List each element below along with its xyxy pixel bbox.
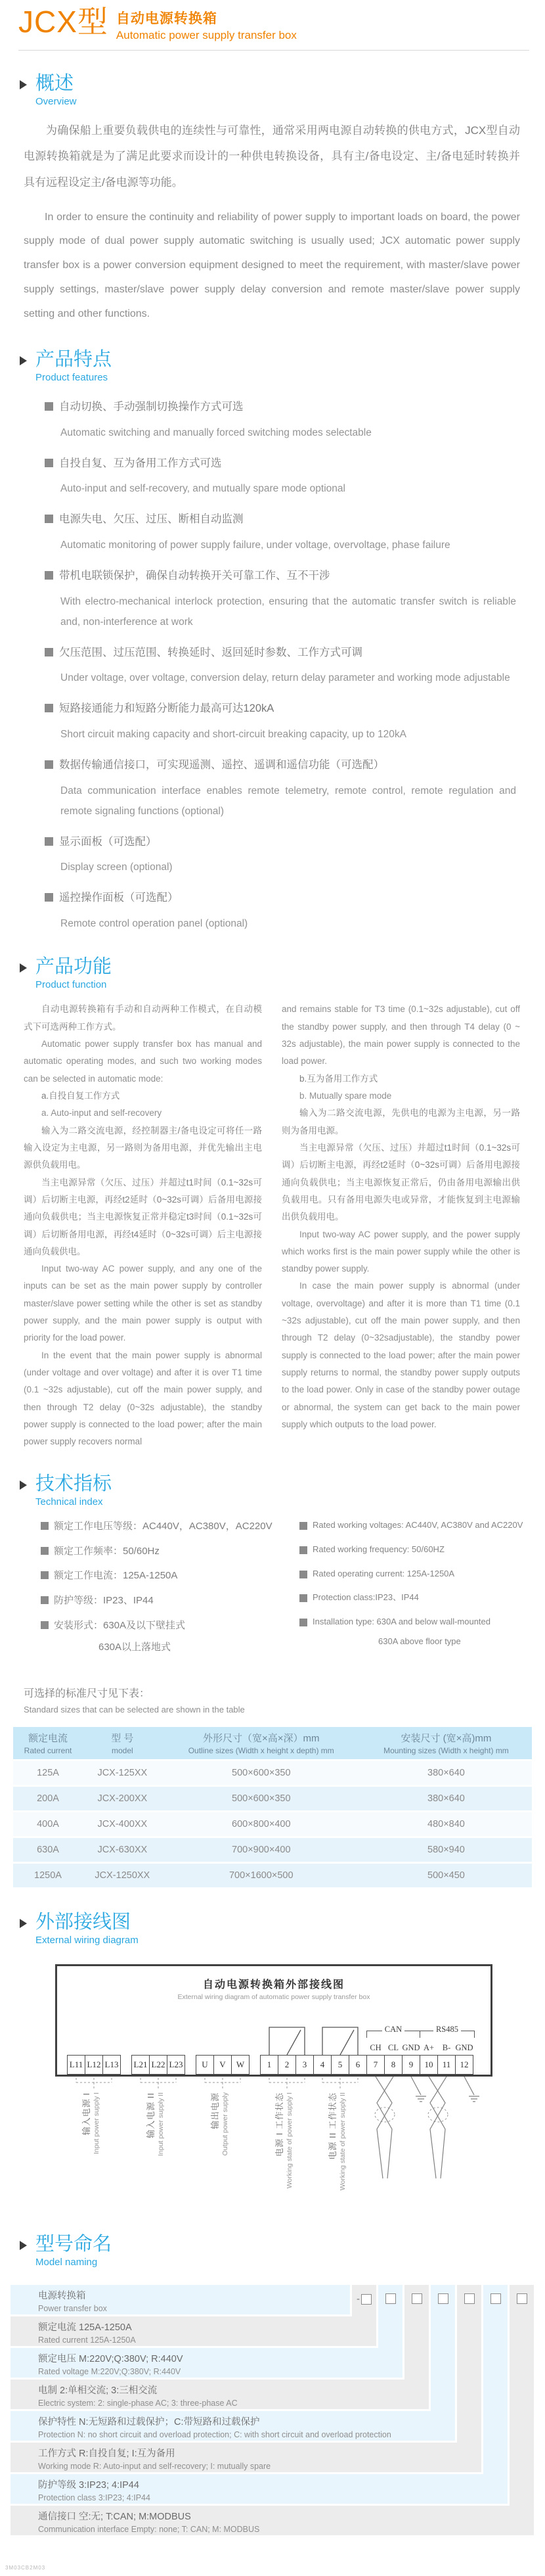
section-title-en: Product function: [35, 979, 107, 991]
square-bullet-icon: [299, 1546, 307, 1554]
wire-label: [145, 2092, 171, 2208]
tech-index-item: [41, 1569, 294, 1583]
sizes-intro-cn: 可选择的标准尺寸见下表：: [24, 1688, 150, 1699]
naming-row: [11, 2474, 508, 2504]
table-cell: 600×800×400: [162, 1812, 360, 1836]
pin-label: A+: [423, 2043, 435, 2053]
wiring-title-cn: 自动电源转换箱外部接线图: [202, 1979, 345, 1991]
terminal-cell: 10: [420, 2055, 438, 2075]
table-cell: 630A: [13, 1838, 83, 1862]
section-heading: [0, 1912, 545, 1946]
table-row: [13, 1864, 532, 1887]
naming-code-column: [431, 2285, 455, 2441]
wire-label-cn: 输出电源: [210, 2092, 220, 2130]
tech-index-item: [299, 1592, 528, 1604]
triangle-bullet-icon: [20, 963, 27, 973]
wire-label-rotated: [145, 2092, 165, 2205]
function-paragraph: 自动电源转换箱有手动和自动两种工作模式，在自动模式下可选两种工作方式。: [24, 1004, 262, 1032]
wire-label-rotated: [327, 2092, 347, 2205]
header-cn: 安装尺寸 (宽×高)mm: [401, 1732, 492, 1744]
wire-label-en: Working state of power supply II: [339, 2092, 347, 2191]
feature-text-en: Display screen (optional): [60, 862, 173, 873]
naming-label-en: Protection class 3:IP23; 4:IP44: [38, 2493, 150, 2503]
feature-text-en: Data communication interface enables remote telemetry, remote control, remote regulation and remote signaling functions (optional): [60, 785, 516, 817]
triangle-bullet-icon: [20, 356, 27, 365]
naming-code-column: [457, 2285, 481, 2472]
naming-code-boxwrap: [378, 2293, 403, 2304]
naming-row: [11, 2411, 455, 2441]
terminal-cell: W: [231, 2055, 250, 2075]
table-cell: JCX-200XX: [83, 1787, 162, 1810]
sizes-table-head: [13, 1727, 532, 1759]
section-title-cn: 技术指标: [35, 1473, 112, 1494]
terminal-cell: L11: [67, 2055, 85, 2075]
model-naming-diagram: [11, 2285, 536, 2541]
naming-code-boxwrap: [483, 2293, 508, 2304]
terminal-cell: 8: [384, 2055, 403, 2075]
wire-label: [81, 2092, 107, 2208]
header-cn: 外形尺寸（宽×高×深）mm: [203, 1732, 320, 1744]
naming-label-en: Working mode R: Auto-input and self-recovery; I: mutually spare: [38, 2462, 271, 2472]
brand-block: [18, 7, 529, 42]
table-cell: JCX-1250XX: [83, 1864, 162, 1887]
triangle-bullet-icon: [20, 1919, 27, 1928]
section-title-en: Product features: [35, 371, 108, 383]
feature-text-cn: [59, 398, 516, 417]
code-box-icon: [517, 2293, 527, 2304]
rs485-bus-bracket: [420, 2025, 475, 2038]
header-en: Rated current: [24, 1745, 72, 1755]
header-en: Mounting sizes (Width x height) mm: [383, 1745, 509, 1755]
terminal-cell: U: [196, 2055, 214, 2075]
terminal-cell: V: [213, 2055, 232, 2075]
wire-label: [209, 2092, 236, 2208]
wire-label-en: Working state of power supply I: [286, 2092, 294, 2189]
section-heading: [0, 956, 545, 990]
wire-label: [327, 2092, 353, 2208]
header-cn: 型 号: [111, 1732, 134, 1744]
table-cell: 480×840: [360, 1812, 532, 1836]
square-bullet-icon: [299, 1594, 307, 1602]
section-title-cn: 概述: [35, 73, 74, 94]
table-cell: 500×600×350: [162, 1761, 360, 1785]
table-row: [13, 1787, 532, 1810]
function-section: [0, 956, 545, 1450]
naming-code-boxwrap: [404, 2293, 429, 2304]
feature-text-en: Automatic switching and manually forced switching modes selectable: [60, 426, 372, 438]
table-cell: 380×640: [360, 1761, 532, 1785]
sizes-header-cell: [162, 1727, 360, 1759]
header-cn: 额定电流: [28, 1732, 68, 1744]
triangle-bullet-icon: [20, 1481, 27, 1490]
model-naming-section: [0, 2234, 545, 2541]
square-bullet-icon: [299, 1619, 307, 1626]
tech-index-text: 额定工作电压等级：AC440V，AC380V，AC220V: [54, 1520, 272, 1532]
table-row: [13, 1838, 532, 1862]
feature-text-cn: [59, 510, 516, 530]
table-cell: 700×900×400: [162, 1838, 360, 1862]
sizes-header-cell: [83, 1727, 162, 1759]
section-heading: [0, 349, 545, 383]
feature-item: [59, 510, 516, 555]
naming-label-en: Communication interface Empty: none; T: CAN; M: MODBUS: [38, 2525, 260, 2535]
section-heading: [0, 2234, 545, 2268]
technical-index-cn: [41, 1519, 294, 1664]
feature-text-en: Under voltage, over voltage, conversion delay, return delay parameter and working mode adjustable: [60, 672, 510, 684]
naming-label-cn: 保护特性 N:无短路和过载保护；C:带短路和过载保护: [38, 2417, 260, 2428]
sizes-block: [0, 1685, 545, 1889]
terminal-cell: L21: [131, 2055, 150, 2075]
wire-label-en: Input power supply II: [157, 2092, 165, 2156]
wire-label-rotated: [209, 2092, 230, 2205]
naming-label-en: Rated voltage M:220V;Q:380V; R:440V: [38, 2367, 181, 2377]
table-cell: 580×940: [360, 1838, 532, 1862]
tech-index-text: 额定工作电流：125A-1250A: [54, 1570, 178, 1582]
section-title-cn: 产品功能: [35, 956, 112, 978]
terminal-cell: 5: [331, 2055, 349, 2075]
terminal-cell: L23: [167, 2055, 185, 2075]
feature-text-en: Remote control operation panel (optional): [60, 918, 248, 930]
wire-label: [274, 2092, 300, 2208]
naming-label-cn: 通信接口 空:无; T:CAN; M:MODBUS: [38, 2512, 191, 2523]
tech-index-text-line2: 630A above floor type: [378, 1636, 461, 1647]
terminal-cell: 1: [260, 2055, 278, 2075]
wire-label-cn: 电源 I 工作状态: [274, 2092, 284, 2157]
function-paragraph: In the event that the main power supply is abnormal (under voltage and over voltage) and after it is over T1 time (0.1 ~32s adjustable), cut off the main power supply, and then through T2 delay (0~32s adjustable), the standby power supply is connected to the load power; after the main power supply recovers normal: [24, 1350, 262, 1447]
naming-label-cn: 电源转换箱: [38, 2291, 86, 2302]
section-title-en: External wiring diagram: [35, 1935, 139, 1946]
feature-text-cn: [59, 643, 516, 663]
header-en: model: [111, 1745, 133, 1755]
feature-item: [59, 756, 516, 821]
sizes-header-cell: [13, 1727, 83, 1759]
function-paragraph: and remains stable for T3 time (0.1~32s adjustable), cut off the standby power supply, and then through T4 delay (0 ~ 32s adjustable), the main power supply is connected to the load power.: [282, 1004, 520, 1067]
terminal-cell: 2: [278, 2055, 296, 2075]
tech-index-text: Rated operating current: 125A-1250A: [313, 1568, 455, 1578]
feature-cn-label: 电源失电、欠压、过压、断相自动监测: [59, 513, 244, 526]
terminal-cell: 3: [295, 2055, 314, 2075]
square-bullet-icon: [41, 1621, 49, 1629]
square-bullet-icon: [41, 1571, 49, 1579]
feature-cn-label: 自动切换、手动强制切换操作方式可选: [59, 400, 244, 413]
feature-list: [0, 398, 545, 934]
square-bullet-icon: [45, 515, 53, 523]
wiring-diagram-box: [55, 1964, 492, 2077]
table-cell: JCX-400XX: [83, 1812, 162, 1836]
feature-cn-label: 带机电联锁保护，确保自动转换开关可靠工作、互不干涉: [59, 570, 330, 582]
pin-label: GND: [455, 2043, 473, 2053]
triangle-bullet-icon: [20, 2241, 27, 2250]
section-heading: [0, 1473, 545, 1507]
naming-row: [11, 2506, 534, 2535]
naming-label-en: Protection N: no short circuit and overload protection; C: with short circuit and overload protection: [38, 2430, 391, 2440]
square-bullet-icon: [45, 760, 53, 769]
feature-text-en: With electro-mechanical interlock protection, ensuring that the automatic transfer switch is reliable and, non-interference at work: [60, 595, 516, 628]
function-paragraph: 输入为二路交流电源，先供电的电源为主电源，另一路则为备用电源。: [282, 1108, 520, 1136]
overview-section: [0, 73, 545, 327]
square-bullet-icon: [45, 571, 53, 580]
feature-cn-label: 显示面板（可选配）: [59, 835, 157, 848]
wiring-section: [0, 1912, 545, 2211]
brand-subtitles: [116, 7, 297, 42]
terminal-cell: 4: [313, 2055, 332, 2075]
page-subtitle-en: Automatic power supply transfer box: [116, 29, 297, 41]
tech-index-text: Rated working voltages: AC440V, AC380V and AC220V: [313, 1519, 523, 1530]
technical-index-columns: [0, 1507, 545, 1664]
table-cell: 125A: [13, 1761, 83, 1785]
terminal-cell: 7: [366, 2055, 385, 2075]
wire-label-cn: 输入电源 I: [81, 2092, 91, 2136]
overview-paragraph-cn: 为确保船上重要负载供电的连续性与可靠性，通常采用两电源自动转换的供电方式，JCX型自动电源转换箱就是为了满足此要求而设计的一种供电转换设备，具有主/备电设定、主/备电延时转换并具有远程设定主/备电源等功能。: [24, 124, 520, 189]
naming-row: [11, 2380, 429, 2409]
page-subtitle-cn: 自动电源转换箱: [116, 11, 217, 26]
wire-label-en: Output power supply: [221, 2092, 229, 2156]
technical-index-section: [0, 1473, 545, 1664]
tech-index-item: [41, 1619, 294, 1633]
feature-item: [59, 643, 516, 689]
feature-text-cn: [59, 566, 516, 586]
terminal-cell: 12: [455, 2055, 473, 2075]
square-bullet-icon: [299, 1522, 307, 1530]
naming-code-column: [483, 2285, 508, 2504]
naming-code-column: [378, 2285, 403, 2378]
section-title-cn: 型号命名: [35, 2234, 112, 2255]
function-column-right: [282, 1001, 520, 1450]
naming-label-en: Rated current 125A-1250A: [38, 2335, 136, 2345]
feature-item: [59, 888, 516, 934]
tech-index-text: 防护等级：IP23、IP44: [54, 1595, 154, 1607]
square-bullet-icon: [299, 1571, 307, 1578]
function-paragraph: Automatic power supply transfer box has manual and automatic operating modes, and such two working modes can be selected in automatic mode:: [24, 1039, 262, 1084]
sizes-table-body: [13, 1761, 532, 1887]
page-title: JCX型: [18, 5, 108, 39]
can-bus-label: CAN: [382, 2025, 404, 2035]
function-paragraph: b. Mutually spare mode: [299, 1091, 392, 1101]
footer-code: 3M03CB2M03: [5, 2565, 46, 2571]
terminal-cell: 11: [437, 2055, 456, 2075]
wire-label-rotated: [274, 2092, 294, 2205]
naming-code-boxwrap: [457, 2293, 481, 2304]
feature-cn-label: 遥控操作面板（可选配）: [59, 892, 179, 904]
naming-code-column: [352, 2285, 376, 2346]
naming-row: [11, 2285, 350, 2314]
feature-item: [59, 454, 516, 499]
code-box-icon: [464, 2293, 475, 2304]
terminal-cell: 6: [349, 2055, 367, 2075]
can-bus-bracket: [366, 2025, 420, 2038]
pin-label: CH: [370, 2043, 381, 2053]
naming-code-boxwrap: [431, 2293, 455, 2304]
feature-text-cn: [59, 699, 516, 719]
tech-index-text: 额定工作频率：50/60Hz: [54, 1545, 160, 1557]
square-bullet-icon: [41, 1547, 49, 1555]
features-section: [0, 349, 545, 934]
tech-index-item: [41, 1519, 294, 1534]
table-cell: 380×640: [360, 1787, 532, 1810]
square-bullet-icon: [45, 837, 53, 846]
sizes-header-row: [13, 1727, 532, 1759]
code-box-icon: [490, 2293, 501, 2304]
feature-text-cn: [59, 888, 516, 908]
feature-text-en: Automatic monitoring of power supply failure, under voltage, overvoltage, phase failure: [60, 540, 450, 551]
feature-text-en: Short circuit making capacity and short-circuit breaking capacity, up to 120kA: [60, 729, 406, 741]
terminal-cell: L12: [85, 2055, 103, 2075]
tech-index-item: [299, 1568, 528, 1580]
tech-index-item: [41, 1544, 294, 1559]
feature-text-en: Auto-input and self-recovery, and mutually spare mode optional: [60, 483, 345, 495]
square-bullet-icon: [45, 402, 53, 411]
naming-code-column: [404, 2285, 429, 2409]
function-columns: [0, 990, 545, 1450]
naming-label-cn: 额定电流 125A-1250A: [38, 2322, 132, 2334]
section-title-en: Model naming: [35, 2257, 98, 2268]
table-row: [13, 1761, 532, 1785]
pin-label: GND: [402, 2043, 420, 2053]
terminal-cell: L13: [102, 2055, 121, 2075]
tech-index-text: Installation type: 630A and below wall-mounted: [313, 1617, 491, 1627]
code-box-icon: [438, 2293, 448, 2304]
pin-label: CL: [388, 2043, 399, 2053]
feature-cn-label: 数据传输通信接口，可实现遥测、遥控、遥调和遥信功能（可选配）: [59, 759, 384, 771]
wiring-diagram-wires: [55, 2077, 492, 2211]
table-cell: JCX-630XX: [83, 1838, 162, 1862]
sizes-intro-en: Standard sizes that can be selected are shown in the table: [24, 1704, 245, 1714]
wiring-diagram: [55, 1964, 545, 2211]
wire-label-cn: 电源 II 工作状态: [328, 2092, 338, 2160]
naming-label-en: Power transfer box: [38, 2304, 107, 2314]
code-box-icon: [361, 2294, 372, 2305]
table-cell: 1250A: [13, 1864, 83, 1887]
code-box-icon: [385, 2293, 396, 2304]
feature-item: [59, 566, 516, 632]
function-paragraph: In case the main power supply is abnormal (under voltage, overvoltage) and after it is more than T1 time (0.1 ~32s adjustable), cut off the main power supply, and then through T2 delay (0~32sadjustable), the standby power supply is connected to the load power; after the main power supply returns to normal, the standby power supply outputs to the load power. Only in case of the standby power outage or abnormal, the system can get back to the main power supply which outputs to the load power.: [282, 1281, 520, 1429]
wire-label-rotated: [81, 2092, 101, 2205]
naming-label-cn: 防护等级 3:IP23; 4:IP44: [38, 2480, 139, 2491]
terminal-cell: L22: [149, 2055, 167, 2075]
naming-label-cn: 额定电压 M:220V;Q:380V; R:440V: [38, 2354, 183, 2365]
function-column-left: [24, 1001, 262, 1450]
page-header: [0, 0, 545, 51]
square-bullet-icon: [45, 704, 53, 712]
tech-index-text: Rated working frequency: 50/60HZ: [313, 1544, 445, 1554]
terminal-cell: 9: [402, 2055, 420, 2075]
feature-text-cn: [59, 833, 516, 852]
naming-row: [11, 2316, 376, 2346]
function-paragraph: a. Auto-input and self-recovery: [41, 1108, 162, 1118]
feature-cn-label: 自投自复、互为备用工作方式可选: [59, 457, 222, 469]
function-paragraph: 当主电源异常（欠压、过压）并超过t1时间（0.1~32s可调）后切断主电源，再经t2延时（0~32s可调）后备用电源接通向负载供电；当主电源恢复正常后，仍由备用电源输出供负载用电。只有备用电源失电或异常，才能恢复到主电源输出供负载用电。: [282, 1142, 520, 1222]
tech-index-text: Protection class:IP23、IP44: [313, 1592, 419, 1603]
sizes-table: [13, 1725, 532, 1889]
naming-code-column: [510, 2285, 534, 2535]
naming-label-cn: 电制 2:单相交流; 3:三相交流: [38, 2385, 158, 2397]
naming-label-cn: 工作方式 R:自投自复; I:互为备用: [38, 2449, 175, 2460]
table-cell: JCX-125XX: [83, 1761, 162, 1785]
overview-paragraph-en: In order to ensure the continuity and reliability of power supply to important loads on board, the power supply mode of dual power supply automatic switching is usually used; JCX automatic power supply transfer box is a power conversion equipment designed to meet the requirement, with master/slave power supply settings, master/slave power supply delay conversion and remote master/slave power supply setting and other functions.: [24, 211, 520, 319]
naming-code-boxwrap: [510, 2293, 534, 2304]
function-paragraph: a.自投自复工作方式: [41, 1091, 120, 1101]
section-title-cn: 外部接线图: [35, 1911, 131, 1933]
header-en: Outline sizes (Width x height x depth) mm: [188, 1745, 334, 1755]
tech-index-item: [41, 1594, 294, 1608]
tech-index-item: [299, 1519, 528, 1532]
section-title-cn: 产品特点: [35, 348, 112, 370]
tech-index-text-line2: 630A以上落地式: [98, 1641, 171, 1653]
naming-label-en: Electric system: 2: single-phase AC; 3: three-phase AC: [38, 2399, 238, 2408]
function-paragraph: 输入为二路交流电源，经控制器主/备电设定可将任一路输入设定为主电源，另一路则为备用电源，并优先输出主电源供负载用电。: [24, 1125, 262, 1170]
pin-label: B-: [442, 2043, 451, 2053]
technical-index-en: [294, 1519, 528, 1664]
feature-text-cn: [59, 454, 516, 474]
section-title-en: Technical index: [35, 1496, 103, 1507]
triangle-bullet-icon: [20, 80, 27, 89]
header-divider: [18, 50, 529, 51]
square-bullet-icon: [45, 459, 53, 467]
wire-label-cn: 输入电源 II: [146, 2092, 156, 2138]
sizes-header-cell: [360, 1727, 532, 1759]
rs485-bus-label: RS485: [433, 2025, 461, 2035]
square-bullet-icon: [45, 648, 53, 656]
table-cell: 500×600×350: [162, 1787, 360, 1810]
code-box-icon: [412, 2293, 422, 2304]
table-cell: 200A: [13, 1787, 83, 1810]
table-cell: 400A: [13, 1812, 83, 1836]
feature-cn-label: 短路接通能力和短路分断能力最高可达120kA: [59, 702, 274, 715]
dash-glyph: -: [357, 2293, 360, 2305]
feature-item: [59, 833, 516, 878]
table-row: [13, 1812, 532, 1836]
function-paragraph: Input two-way AC power supply, and the power supply which works first is the main power supply while the other is standby power supply.: [282, 1229, 520, 1274]
feature-item: [59, 699, 516, 745]
section-heading: [0, 73, 545, 107]
function-paragraph: Input two-way AC power supply, and any one of the inputs can be set as the main power supply by controller master/slave power setting while the other is set as standby power supply, and the main power supply is output with priority for the load power.: [24, 1264, 262, 1343]
feature-cn-label: 欠压范围、过压范围、转换延时、返回延时参数、工作方式可调: [59, 646, 362, 658]
naming-row: [11, 2443, 481, 2472]
wire-label-en: Input power supply I: [93, 2092, 100, 2155]
tech-index-text: 安装形式：630A及以下壁挂式: [54, 1619, 186, 1631]
square-bullet-icon: [41, 1596, 49, 1604]
tech-index-item: [299, 1544, 528, 1556]
naming-row: [11, 2348, 403, 2378]
feature-item: [59, 398, 516, 443]
feature-text-cn: [59, 756, 516, 775]
tech-index-item: [299, 1616, 528, 1628]
wiring-title-en: External wiring diagram of automatic power supply transfer box: [177, 1993, 370, 2002]
square-bullet-icon: [45, 893, 53, 902]
naming-code-boxwrap: [352, 2293, 376, 2305]
square-bullet-icon: [41, 1522, 49, 1530]
function-paragraph: 当主电源异常（欠压、过压）并超过t1时间（0.1~32s可调）后切断主电源，再经t2延时（0~32s可调）后备用电源接通向负载供电；当主电源恢复正常并稳定t3时间（0.1~32s可调）后切断备用电源，再经t4延时（0~32s可调）后主电源接通向负载供电。: [24, 1177, 262, 1256]
function-paragraph: b.互为备用工作方式: [299, 1073, 378, 1084]
table-cell: 500×450: [360, 1864, 532, 1887]
section-title-en: Overview: [35, 96, 77, 108]
table-cell: 700×1600×500: [162, 1864, 360, 1887]
